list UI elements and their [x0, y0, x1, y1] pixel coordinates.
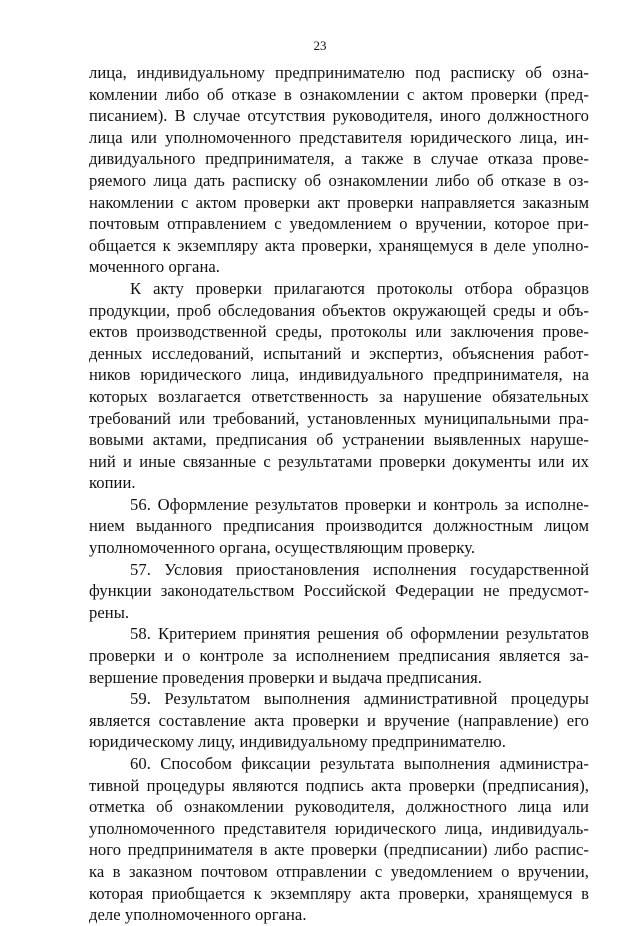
page-number: 23 [313, 38, 327, 53]
text-line: нием выданного предписания производится должностным лицом [89, 516, 589, 536]
text-line: моченного органа. [89, 257, 220, 277]
text-line: ектов производственной среды, протоколы или заключения прове- [89, 322, 589, 342]
text-line: проверки и о контроле за исполнением предписания является за- [89, 646, 589, 666]
text-line: денных исследований, испытаний и экспертиз, объяснения работ- [89, 343, 589, 363]
text-line: писанием). В случае отсутствия руководителя, иного должностного [89, 106, 589, 126]
text-line: К акту проверки прилагаются протоколы отбора образцов [130, 278, 589, 298]
text-line: ного предпринимателя в акте проверки (предписании) либо распис- [89, 840, 589, 860]
text-line: деле уполномоченного органа. [89, 905, 307, 925]
text-line: ряемого лица дать расписку об ознакомлении либо об отказе в оз- [89, 170, 589, 190]
text-line: вершение проведения проверки и выдача предписания. [89, 667, 483, 687]
text-line: требований или требований, установленных муниципальными пра- [89, 408, 589, 428]
text-line: рены. [89, 602, 130, 622]
text-line: которых возлагается ответственность за нарушение обязательных [89, 386, 589, 406]
text-line: дивидуального предпринимателя, а также в случае отказа прове- [89, 149, 589, 169]
text-line: 59. Результатом выполнения административной процедуры [130, 689, 589, 709]
text-line: копии. [89, 473, 136, 493]
text-line: вовыми актами, предписания об устранении выявленных наруше- [89, 430, 589, 450]
text-line: которая приобщается к экземпляру акта проверки, хранящемуся в [89, 883, 589, 903]
text-line: почтовым отправлением с уведомлением о вручении, которое при- [89, 214, 589, 234]
text-line: 58. Критерием принятия решения об оформлении результатов [130, 624, 589, 644]
text-line: 56. Оформление результатов проверки и контроль за исполне- [130, 494, 589, 514]
text-line: лица или уполномоченного представителя юридического лица, ин- [89, 127, 589, 147]
text-line: общается к экземпляру акта проверки, хранящемуся в деле уполно- [89, 235, 589, 255]
text-line: является составление акта проверки и вручение (направление) его [89, 710, 589, 730]
paragraph [89, 494, 589, 559]
text-line: комлении либо об отказе в ознакомлении с актом проверки (пред- [89, 84, 589, 104]
paragraph [89, 688, 589, 753]
text-line: продукции, проб обследования объектов окружающей среды и объ- [89, 300, 589, 320]
text-line: накомлении с актом проверки акт проверки направляется заказным [89, 192, 589, 212]
paragraph [89, 623, 589, 688]
document-body [89, 62, 589, 926]
paragraph [89, 559, 589, 624]
text-line: функции законодательством Российской Федерации не предусмот- [89, 581, 589, 601]
paragraph [89, 62, 589, 278]
text-line: 60. Способом фиксации результата выполнения администра- [130, 754, 589, 773]
text-line: отметка об ознакомлении руководителя, должностного лица или [89, 797, 589, 817]
text-line: 57. Условия приостановления исполнения государственной [130, 559, 589, 579]
text-line: уполномоченного представителя юридического лица, индивидуаль- [89, 818, 589, 838]
text-line: юридическому лицу, индивидуальному предпринимателю. [89, 732, 506, 752]
text-line: ка в заказном почтовом отправлении с уведомлением о вручении, [89, 861, 589, 881]
text-line: лица, индивидуальному предпринимателю под расписку об озна- [89, 63, 589, 82]
paragraph [89, 278, 589, 494]
text-line: тивной процедуры являются подпись акта проверки (предписания), [89, 775, 589, 795]
text-line: ников юридического лица, индивидуального предпринимателя, на [89, 365, 589, 385]
paragraph [89, 753, 589, 926]
text-line: ний и иные связанные с результатами проверки документы или их [89, 451, 589, 471]
text-line: уполномоченного органа, осуществляющим проверку. [89, 538, 476, 558]
